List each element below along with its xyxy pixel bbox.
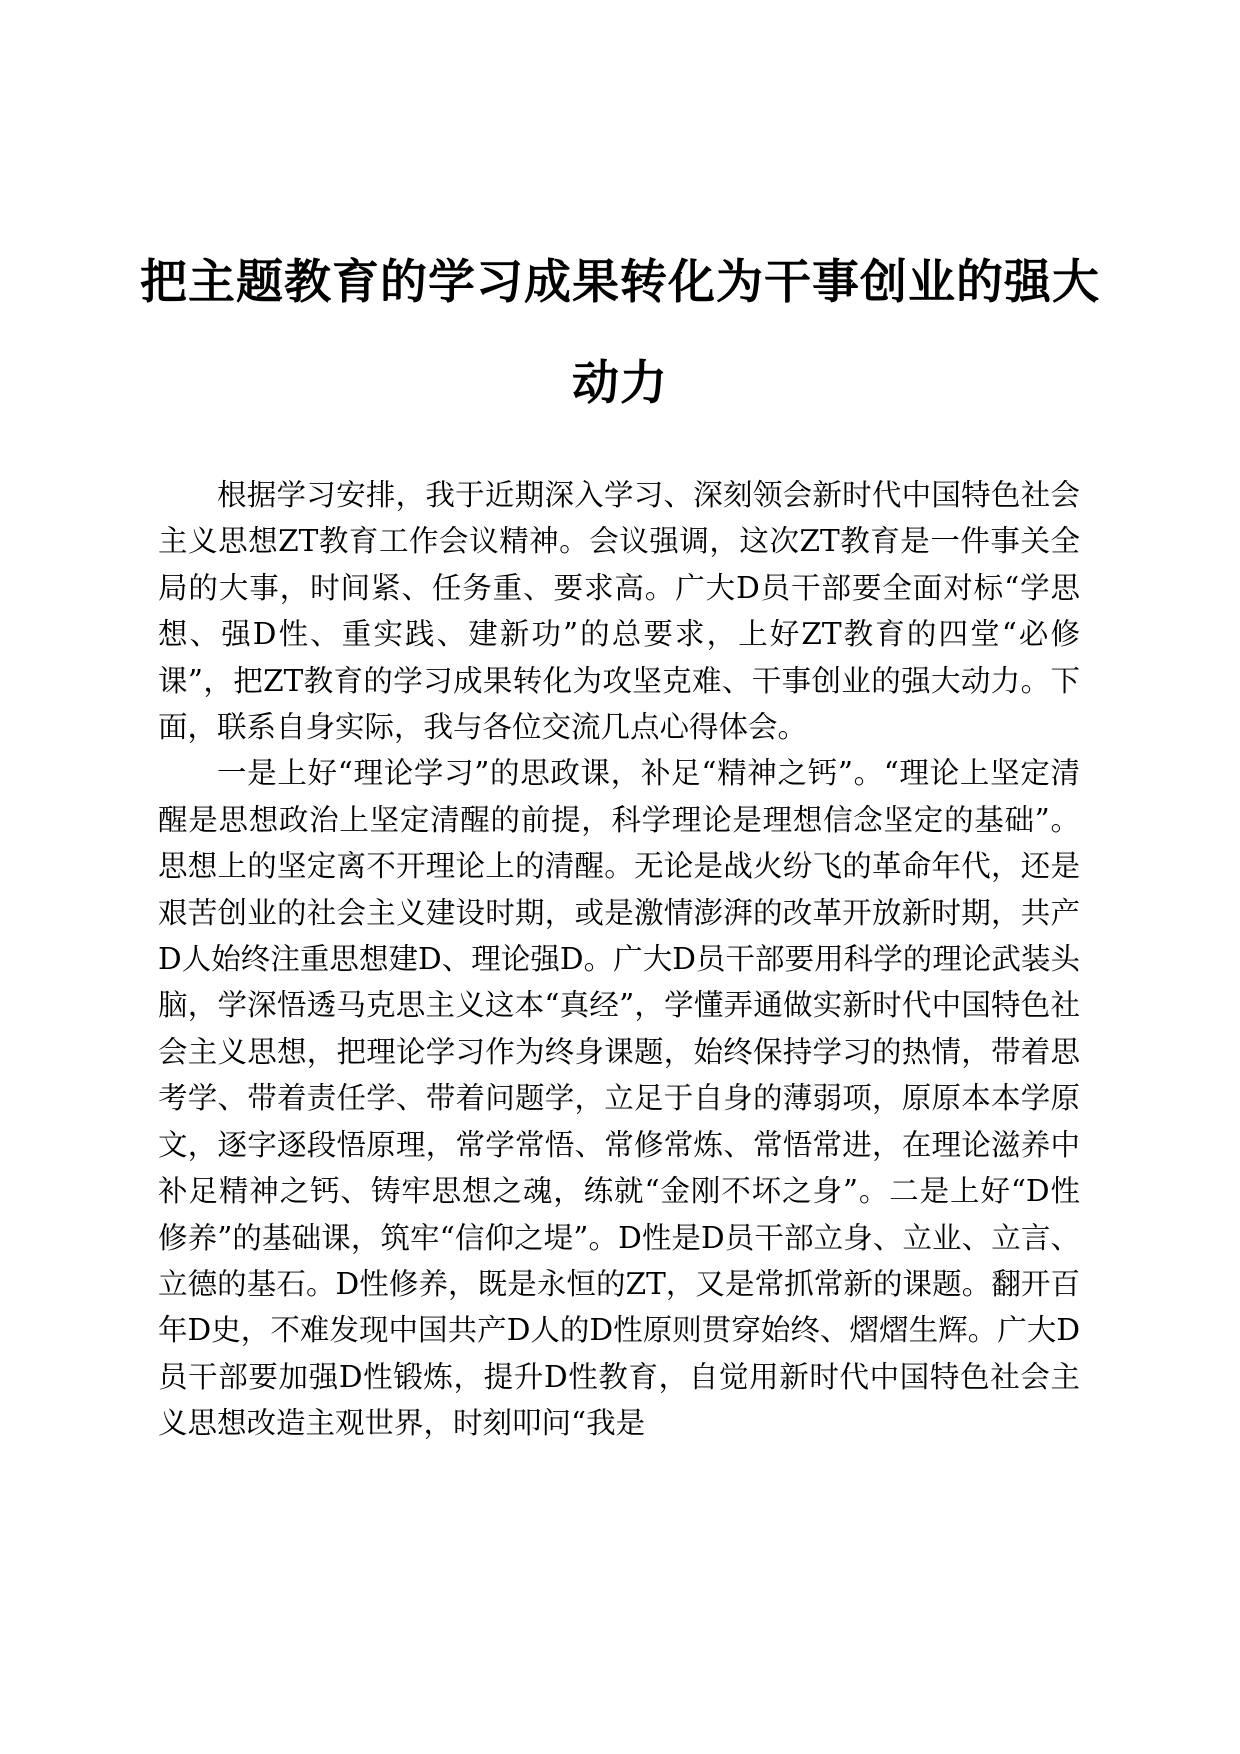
paragraph-theory-study: 一是上好“理论学习”的思政课，补足“精神之钙”。“理论上坚定清醒是思想政治上坚定清醒的前提，科学理论是理想信念坚定的基础”。思想上的坚定离不开理论上的清醒。无论是战火纷飞的革命年代，还是艰苦创业的社会主义建设时期，或是激情澎湃的改革开放新时期，共产D人始终注重思想建D、理论强D。广大D员干部要用科学的理论武装头脑，学深悟透马克思主义这本“真经”，学懂弄通做实新时代中国特色社会主义思想，把理论学习作为终身课题，始终保持学习的热情，带着思考学、带着责任学、带着问题学，立足于自身的薄弱项，原原本本学原文，逐字逐段悟原理，常学常悟、常修常炼、常悟常进，在理论滋养中补足精神之钙、铸牢思想之魂，练就“金刚不坏之身”。二是上好“D性修养”的基础课，筑牢“信仰之堤”。D性是D员干部立身、立业、立言、立德的基石。D性修养，既是永恒的ZT，又是常抓常新的课题。翻开百年D史，不难发现中国共产D人的D性原则贯穿始终、熠熠生辉。广大D员干部要加强D性锻炼，提升D性教育，自觉用新时代中国特色社会主义思想改造主观世界，时刻叩问“我是 <box>158 756 1080 1441</box>
document-title: 把主题教育的学习成果转化为干事创业的强大动力 <box>140 255 1100 411</box>
paragraph-intro: 根据学习安排，我于近期深入学习、深刻领会新时代中国特色社会主义思想ZT教育工作会议精神。会议强调，这次ZT教育是一件事关全局的大事，时间紧、任务重、要求高。广大D员干部要全面对标“学思想、强D性、重实践、建新功”的总要求，上好ZT教育的四堂“必修课”，把ZT教育的学习成果转化为攻坚克难、干事创业的强大动力。下面，联系自身实际，我与各位交流几点心得体会。 <box>158 478 1080 745</box>
document-body <box>158 472 1080 1447</box>
